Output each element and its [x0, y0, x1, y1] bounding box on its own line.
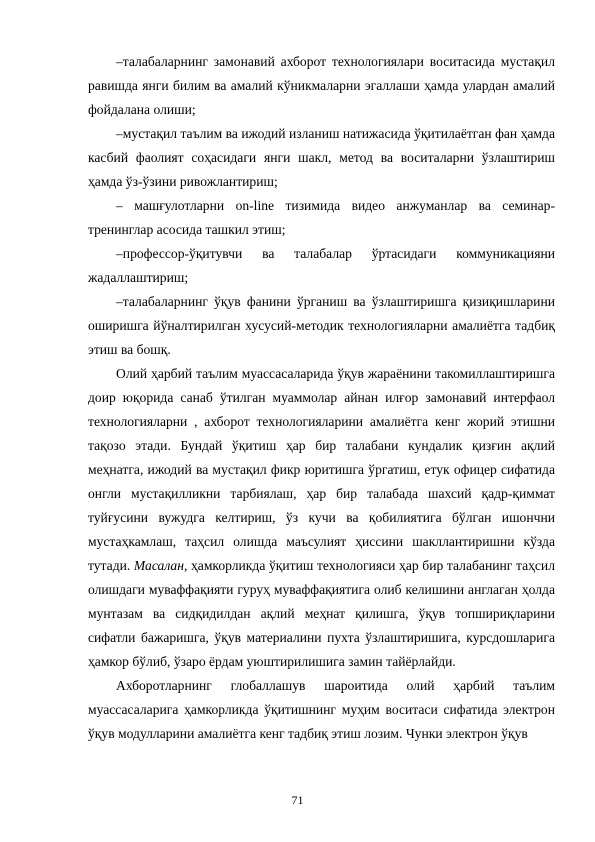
paragraph-higher-military-education: [88, 362, 555, 674]
paragraph-globalization: Ахборотларнинг глобаллашув шароитида олий ҳарбий таълим муассасаларига ҳамкорликда ўқитишнинг муҳим воситаси сифатида электрон ўқув модулларини амалиётга кенг тадбиқ этиш лозим. Чунки электрон ўқув: [88, 678, 555, 741]
emphasized-word: Масалан: [133, 558, 184, 573]
paragraph-goal-5: –талабаларнинг ўқув фанини ўрганиш ва ўзлаштиришга қизиқишларини оширишга йўналтирилган хусусий-методик технологияларни амалиётга тадбиқ этиш ва бошқ.: [88, 294, 555, 357]
page-number: 71: [291, 793, 304, 807]
paragraph-goal-3: – машғулотларни on-line тизимида видео анжуманлар ва семинар-тренинглар асосида ташкил этиш;: [88, 198, 555, 237]
page-body: [88, 50, 555, 746]
paragraph-text-end: , ҳамкорликда ўқитиш технологияси ҳар бир талабанинг таҳсил олишдаги муваффақияти гуруҳ муваффақиятига олиб келишини англаган ҳолда мунтазам ва сидқидилдан ақлий меҳнат қилишга, ўқув топшириқларини сифатли бажаришга, ўқув материалини пухта ўзлаштиришига, курсдошларига ҳамкор бўлиб, ўзаро ёрдам уюштирилишига замин тайёрлайди.: [88, 558, 555, 669]
paragraph-goal-1: –талабаларнинг замонавий ахборот технологиялари воситасида мустақил равишда янги билим ва амалий кўникмаларни эгаллаши ҳамда улардан амалий фойдалана олиши;: [88, 54, 555, 117]
paragraph-goal-4: –профессор-ўқитувчи ва талабалар ўртасидаги коммуникацияни жадаллаштириш;: [88, 246, 555, 285]
paragraph-goal-2: –мустақил таълим ва ижодий изланиш натижасида ўқитилаётган фан ҳамда касбий фаолият соҳасидаги янги шакл, метод ва воситаларни ўзлаштириш ҳамда ўз-ўзини ривожлантириш;: [88, 126, 555, 189]
paragraph-text-start: Олий ҳарбий таълим муассасаларида ўқув жараёнини такомиллаштиришга доир юқорида санаб ўтилган муаммолар айнан илғор замонавий интерфаол технологияларни , ахборот технологияларини амалиётга кенг жорий этишни тақозо этади. Бундай ўқитиш ҳар бир талабани кундалик қизғин ақлий меҳнатга, ижодий ва мустақил фикр юритишга ўргатиш, етук офицер сифатида онгли мустақилликни тарбиялаш, ҳар бир талабада шахсий қадр-қиммат туйғусини вужудга келтириш, ўз кучи ва қобилиятига бўлган ишончни мустаҳкамлаш, таҳсил олишда маъсулият ҳиссини шакллантиришни кўзда тутади.: [88, 366, 555, 573]
